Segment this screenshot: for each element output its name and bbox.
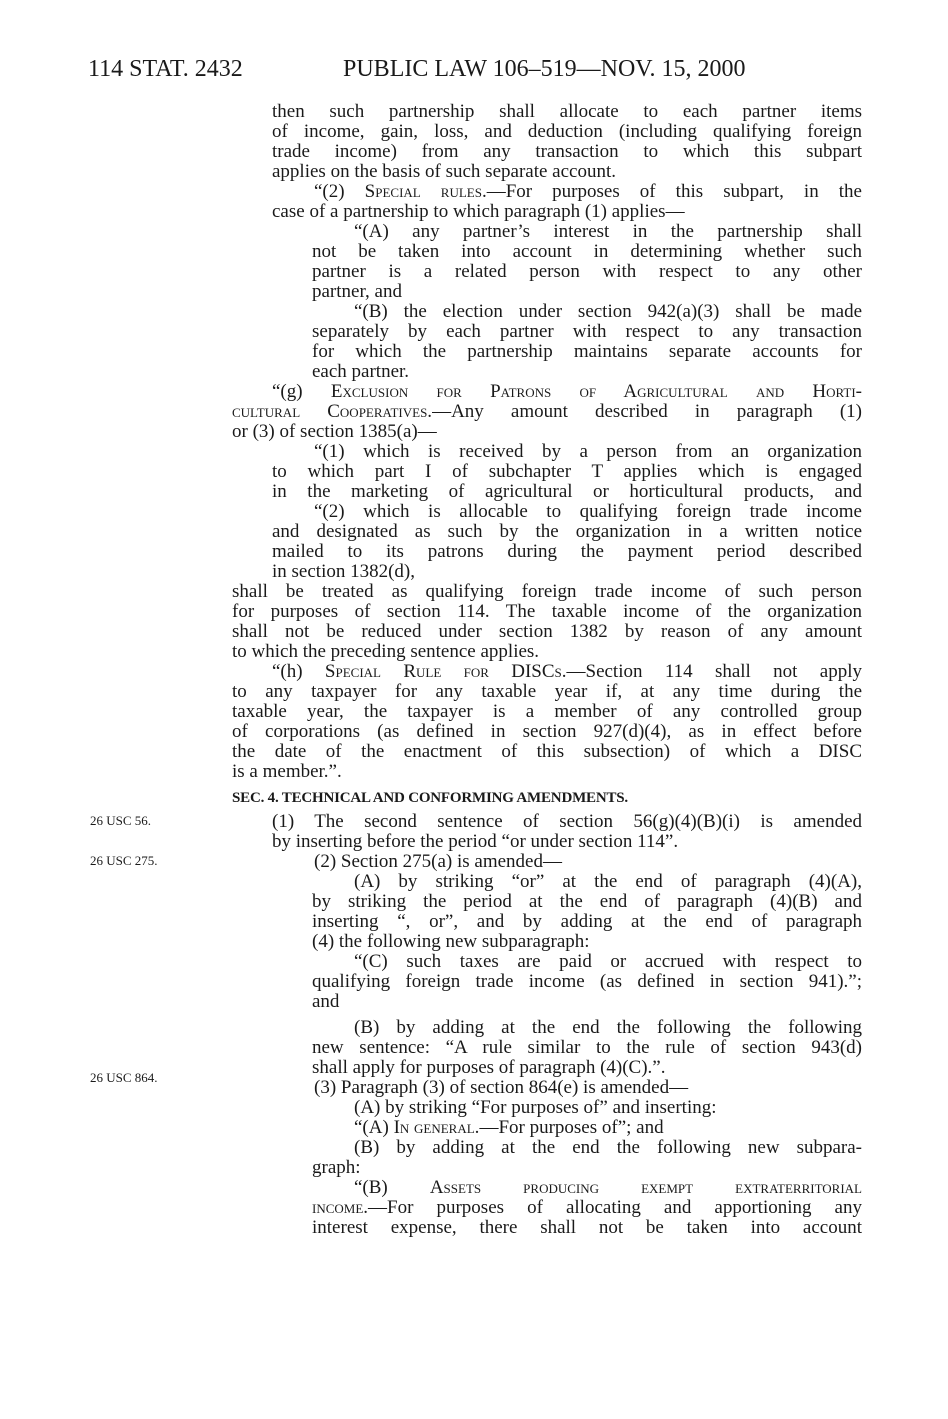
subparagraph-heading: income. [312,1197,369,1218]
text-line: qualifying foreign trade income (as defined in section 941).”; [312,971,862,992]
subsection-g-heading: “(g) Exclusion for Patrons of Agricultural and Horti- [272,381,862,402]
margin-note-usc-56: 26 USC 56. [90,813,152,828]
subparagraph-heading: In general. [393,1117,480,1138]
text-line: by striking the period at the end of paragraph (4)(B) and [312,891,862,912]
text-line: (A) by striking “For purposes of” and inserting: [354,1097,717,1118]
text-line: to which part I of subchapter T applies which is engaged [272,461,862,482]
assets-producing-line: “(B) Assets producing exempt extraterritorial [354,1177,863,1198]
assets-producing-line-cont: income.—For purposes of allocating and apportioning any [312,1197,862,1218]
text-line: (4) the following new subparagraph: [312,931,590,952]
text-line: partner, and [312,281,402,302]
section-heading: SEC. 4. TECHNICAL AND CONFORMING AMENDMENTS. [232,790,628,806]
paragraph-2-special-rules: “(2) Special rules.—For purposes of this subpart, in the [314,181,862,202]
text-line: and [312,991,340,1012]
text-line: in section 1382(d), [272,561,416,582]
margin-note-usc-864: 26 USC 864. [90,1070,158,1085]
text-line: for purposes of section 114. The taxable income of the organization [232,601,862,622]
subsection-heading: Exclusion for Patrons of Agricultural and Horti- [330,381,862,402]
text-line: “(2) which is allocable to qualifying foreign trade income [314,501,862,522]
text-line: interest expense, there shall not be taken into account [312,1217,862,1238]
text-line: applies on the basis of such separate account. [272,161,616,182]
subsection-heading: cultural Cooperatives. [232,401,433,422]
text-line: is a member.”. [232,761,342,782]
text-line: taxable year, the taxpayer is a member of any controlled group [232,701,862,722]
text-line: (B) by adding at the end the following the following [354,1017,862,1038]
text-line: for which the partnership maintains separate accounts for [312,341,862,362]
text-line: new sentence: “A rule similar to the rule of section 943(d) [312,1037,862,1058]
text-line: not be taken into account in determining whether such [312,241,862,262]
text-line: the date of the enactment of this subsection) of which a DISC [232,741,862,762]
text-line: partner is a related person with respect to any other [312,261,862,282]
text-line: (2) Section 275(a) is amended— [314,851,562,872]
text-line: “(1) which is received by a person from an organization [314,441,862,462]
text-line: in the marketing of agricultural or horticultural products, and [272,481,862,502]
text-line: “(A) any partner’s interest in the partnership shall [354,221,862,242]
text-line: each partner. [312,361,410,382]
public-law-citation: PUBLIC LAW 106–519—NOV. 15, 2000 [343,56,746,82]
subsection-h-special-rule: “(h) Special Rule for DISCs.—Section 114 shall not apply [272,661,862,682]
text-line: separately by each partner with respect to any transaction [312,321,862,342]
in-general-line: “(A) In general.—For purposes of”; and [354,1117,664,1138]
text-line: (A) by striking “or” at the end of paragraph (4)(A), [354,871,862,892]
text-line: of income, gain, loss, and deduction (including qualifying foreign [272,121,862,142]
subparagraph-heading: Assets producing exempt extraterritorial [429,1177,863,1198]
statute-page-number: 114 STAT. 2432 [88,56,243,82]
text-line: trade income) from any transaction to which this subpart [272,141,862,162]
text-line: “(B) the election under section 942(a)(3) shall be made [354,301,862,322]
text-line: shall not be reduced under section 1382 by reason of any amount [232,621,862,642]
paragraph-heading: Special rules. [364,181,487,202]
running-header [88,56,848,86]
text-line: graph: [312,1157,361,1178]
text-line: to any taxpayer for any taxable year if, at any time during the [232,681,862,702]
text-line: inserting “, or”, and by adding at the end of paragraph [312,911,862,932]
text-line: mailed to its patrons during the payment period described [272,541,862,562]
subsection-g-heading-cont: cultural Cooperatives.—Any amount described in paragraph (1) [232,401,862,422]
text-line: case of a partnership to which paragraph (1) applies— [272,201,685,222]
text-line: shall be treated as qualifying foreign trade income of such person [232,581,862,602]
text-line: then such partnership shall allocate to each partner items [272,101,862,122]
text-line: by inserting before the period “or under section 114”. [272,831,679,852]
text-line: (3) Paragraph (3) of section 864(e) is amended— [314,1077,689,1098]
text-line: of corporations (as defined in section 927(d)(4), as in effect before [232,721,862,742]
subsection-heading: Special Rule for DISCs. [324,661,567,682]
text-line: or (3) of section 1385(a)— [232,421,437,442]
text-line: (1) The second sentence of section 56(g)(4)(B)(i) is amended [272,811,862,832]
text-line: “(C) such taxes are paid or accrued with respect to [354,951,862,972]
text-line: shall apply for purposes of paragraph (4)(C).”. [312,1057,666,1078]
text-line: and designated as such by the organization in a written notice [272,521,862,542]
text-line: to which the preceding sentence applies. [232,641,540,662]
margin-note-usc-275: 26 USC 275. [90,853,158,868]
text-line: (B) by adding at the end the following new subpara- [354,1137,862,1158]
